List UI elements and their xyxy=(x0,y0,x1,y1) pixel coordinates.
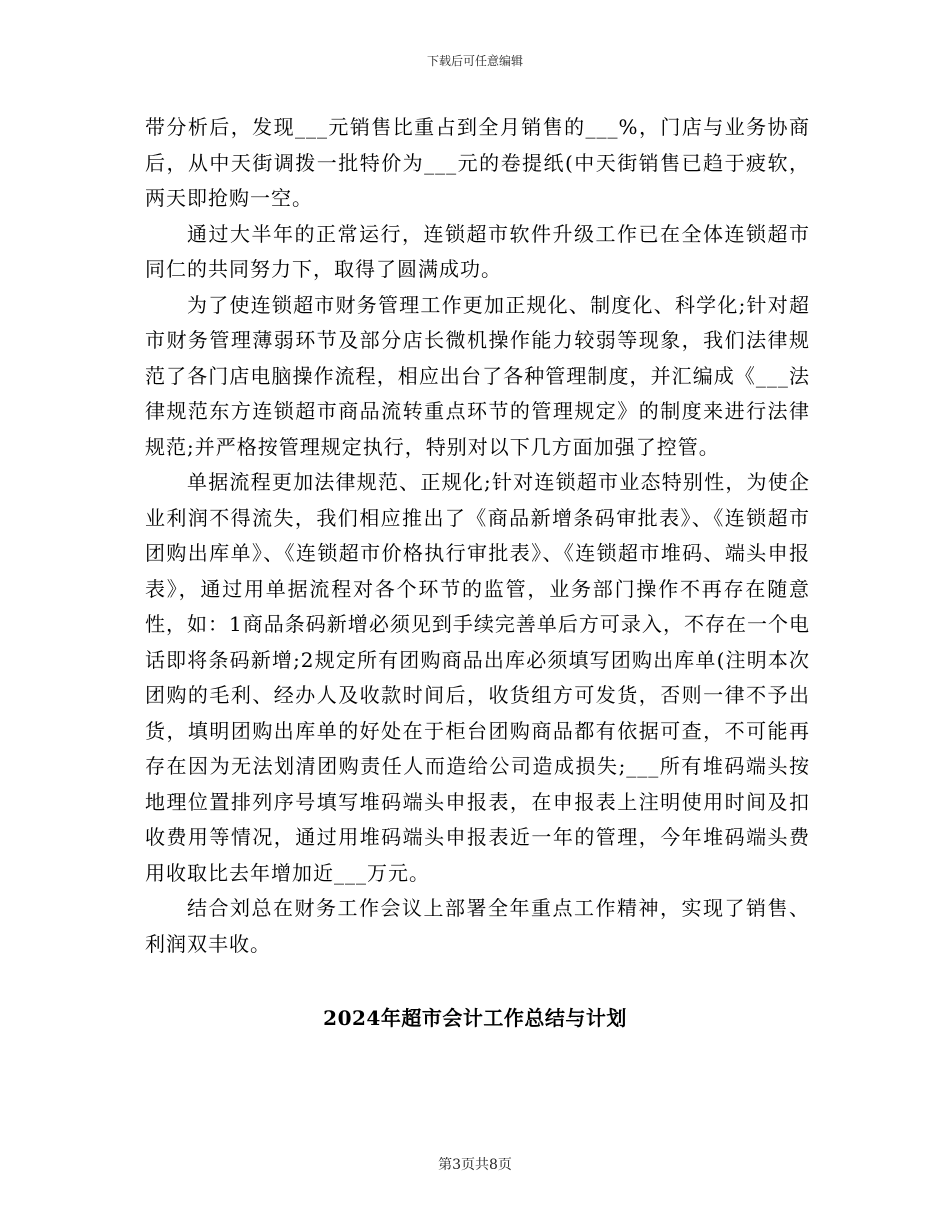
paragraph-software-upgrade: 通过大半年的正常运行，连锁超市软件升级工作已在全体连锁超市同仁的共同努力下，取得了圆满成功。 xyxy=(145,221,810,281)
section-heading: 2024年超市会计工作总结与计划 xyxy=(323,1006,627,1030)
page-header-note: 下载后可任意编辑 xyxy=(426,54,523,68)
paragraph-finance-management: 为了使连锁超市财务管理工作更加正规化、制度化、科学化;针对超市财务管理薄弱环节及部分店长微机操作能力较弱等现象，我们法律规范了各门店电脑操作流程，相应出台了各种管理制度，并汇编成《___法律规范东方连锁超市商品流转重点环节的管理规定》的制度来进行法律规范;并严格按管理规定执行，特别对以下几方面加强了控管。 xyxy=(145,292,810,459)
paragraph-sales-analysis: 带分析后，发现___元销售比重占到全月销售的___%，门店与业务协商后，从中天街调拨一批特价为___元的卷提纸(中天街销售已趋于疲软，两天即抢购一空。 xyxy=(145,115,810,210)
paragraph-conclusion: 结合刘总在财务工作会议上部署全年重点工作精神，实现了销售、利润双丰收。 xyxy=(145,896,810,956)
page-number: 第3页共8页 xyxy=(438,1157,512,1173)
document-body xyxy=(145,110,810,962)
paragraph-document-flow: 单据流程更加法律规范、正规化;针对连锁超市业态特别性，为使企业利润不得流失，我们相应推出了《商品新增条码审批表》、《连锁超市团购出库单》、《连锁超市价格执行审批表》、《连锁超市堆码、端头申报表》，通过用单据流程对各个环节的监管，业务部门操作不再存在随意性，如：1商品条码新增必须见到手续完善单后方可录入，不存在一个电话即将条码新增;2规定所有团购商品出库必须填写团购出库单(注明本次团购的毛利、经办人及收款时间后，收货组方可发货，否则一律不予出货，填明团购出库单的好处在于柜台团购商品都有依据可查，不可能再存在因为无法划清团购责任人而造给公司造成损失;___所有堆码端头按地理位置排列序号填写堆码端头申报表，在申报表上注明使用时间及扣收费用等情况，通过用堆码端头申报表近一年的管理，今年堆码端头费用收取比去年增加近___万元。 xyxy=(145,470,810,885)
